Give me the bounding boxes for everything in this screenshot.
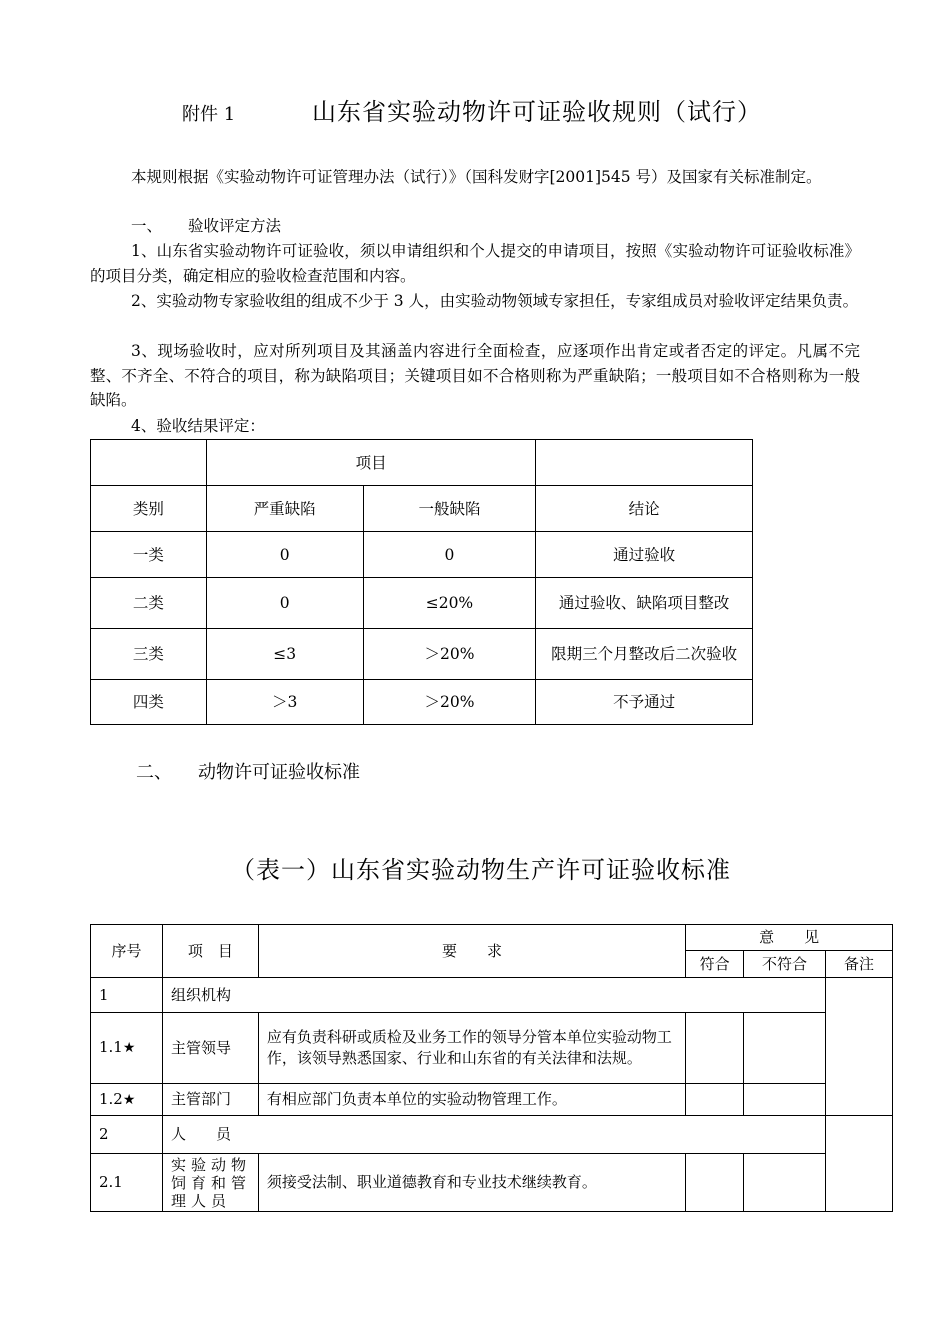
conform-cell	[686, 1013, 744, 1084]
table-cell: 二类	[91, 578, 207, 629]
table-cell: 一类	[91, 532, 207, 578]
row-seq: 1.2★	[91, 1084, 163, 1116]
column-header: 结论	[536, 486, 753, 532]
table-cell: 四类	[91, 680, 207, 725]
table-header-row	[91, 486, 753, 532]
key-item-star-icon: ★	[122, 1091, 136, 1108]
table-row	[91, 629, 753, 680]
row-group-title: 人 员	[162, 1116, 825, 1154]
rule-item-1: 1、山东省实验动物许可证验收，须以申请组织和个人提交的申请项目，按照《实验动物许可证验收标准》的项目分类，确定相应的验收检查范围和内容。	[90, 242, 860, 285]
group-header: 项目	[206, 440, 536, 486]
column-header: 严重缺陷	[206, 486, 363, 532]
row-seq: 2.1	[91, 1154, 163, 1212]
column-header-nonconform: 不符合	[744, 951, 826, 978]
table-cell: 0	[206, 578, 363, 629]
table-row	[91, 1116, 893, 1154]
table-row	[91, 532, 753, 578]
table-cell	[536, 440, 753, 486]
standard-table	[90, 924, 893, 1212]
rule-item-3: 3、现场验收时，应对所列项目及其涵盖内容进行全面检查，应逐项作出肯定或者否定的评定。凡属不完整、不齐全、不符合的项目，称为缺陷项目；关键项目如不合格则称为严重缺陷；一般项目如不合格则称为一般缺陷。	[90, 342, 860, 409]
table-header-row	[91, 925, 893, 951]
document-title: 山东省实验动物许可证验收规则（试行）	[312, 98, 762, 126]
column-header-remark: 备注	[826, 951, 893, 978]
table-cell: 通过验收	[536, 532, 753, 578]
row-requirement: 须接受法制、职业道德教育和专业技术继续教育。	[258, 1154, 685, 1212]
remark-cell	[826, 978, 893, 1116]
table-row	[91, 680, 753, 725]
table-cell: ≤20%	[363, 578, 536, 629]
row-seq: 1.1★	[91, 1013, 163, 1084]
table-cell: ≤3	[206, 629, 363, 680]
section-1-title: 验收评定方法	[188, 217, 282, 235]
column-header-item: 项 目	[162, 925, 258, 978]
table-row	[91, 578, 753, 629]
table-cell: 限期三个月整改后二次验收	[536, 629, 753, 680]
section-1-number: 一、	[131, 217, 163, 235]
column-header-conform: 符合	[686, 951, 744, 978]
rule-item-4: 4、验收结果评定：	[131, 417, 265, 435]
table-row	[91, 1084, 893, 1116]
row-requirement: 有相应部门负责本单位的实验动物管理工作。	[258, 1084, 685, 1116]
table-cell	[91, 440, 207, 486]
row-seq: 1	[91, 978, 163, 1013]
table-cell: 0	[363, 532, 536, 578]
nonconform-cell	[744, 1013, 826, 1084]
table-cell: 三类	[91, 629, 207, 680]
nonconform-cell	[744, 1084, 826, 1116]
column-header: 类别	[91, 486, 207, 532]
section-1-heading	[131, 214, 531, 239]
key-item-star-icon: ★	[122, 1040, 136, 1056]
row-requirement: 应有负责科研或质检及业务工作的领导分管本单位实验动物工作，该领导熟悉国家、行业和山东省的有关法律和法规。	[258, 1013, 685, 1084]
table-cell: ＞20%	[363, 629, 536, 680]
table-cell: 通过验收、缺陷项目整改	[536, 578, 753, 629]
row-item: 实验动物饲育和管理人员	[162, 1154, 258, 1212]
table-row	[91, 1013, 893, 1084]
row-group-title: 组织机构	[162, 978, 825, 1013]
row-seq: 2	[91, 1116, 163, 1154]
section-2-title: 动物许可证验收标准	[198, 762, 360, 783]
column-header-opinion: 意 见	[686, 925, 893, 951]
document-header	[0, 92, 950, 128]
table-row	[91, 440, 753, 486]
nonconform-cell	[744, 1154, 826, 1212]
section-2-number: 二、	[136, 762, 172, 783]
table-2-title	[0, 850, 950, 885]
table-row	[91, 1154, 893, 1212]
row-item: 主管领导	[162, 1013, 258, 1084]
table-cell: 0	[206, 532, 363, 578]
conform-cell	[686, 1084, 744, 1116]
column-header: 一般缺陷	[363, 486, 536, 532]
remark-cell	[826, 1116, 893, 1212]
attachment-label: 附件 1	[182, 104, 236, 125]
section-2-heading	[136, 758, 360, 784]
table-cell: ＞3	[206, 680, 363, 725]
rule-item-2: 2、实验动物专家验收组的组成不少于 3 人，由实验动物领域专家担任，专家组成员对验收评定结果负责。	[131, 292, 859, 310]
table-cell: 不予通过	[536, 680, 753, 725]
table-2-title-text: （表一）山东省实验动物生产许可证验收标准	[231, 856, 731, 884]
column-header-seq: 序号	[91, 925, 163, 978]
result-table	[90, 439, 753, 725]
table-row	[91, 978, 893, 1013]
conform-cell	[686, 1154, 744, 1212]
column-header-requirement: 要 求	[258, 925, 685, 978]
row-item: 主管部门	[162, 1084, 258, 1116]
intro-paragraph: 本规则根据《实验动物许可证管理办法（试行）》（国科发财字[2001]545 号）及国家有关标准制定。	[131, 168, 822, 186]
table-cell: ＞20%	[363, 680, 536, 725]
